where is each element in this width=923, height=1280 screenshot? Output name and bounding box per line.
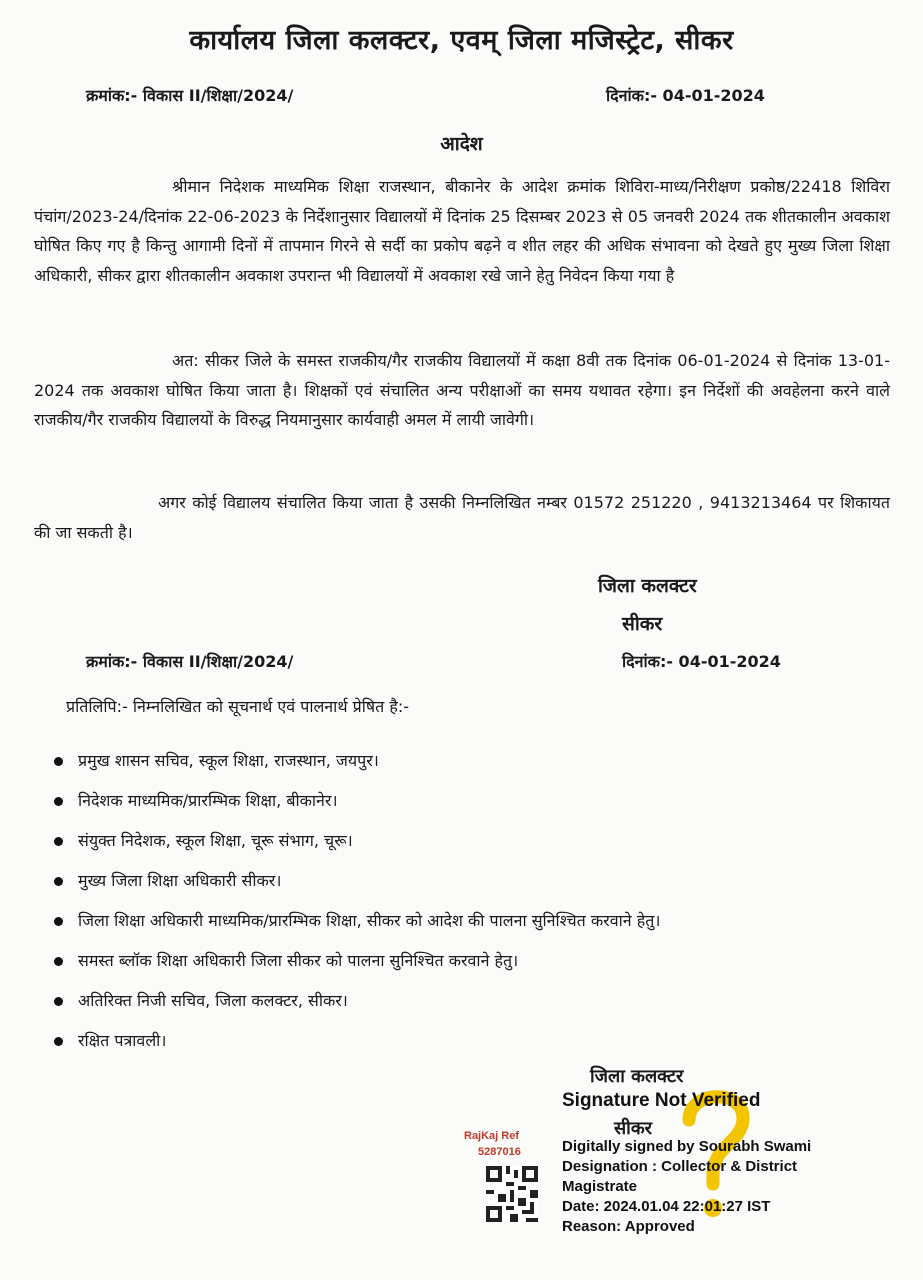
list-item: अतिरिक्त निजी सचिव, जिला कलक्टर, सीकर। (52, 986, 872, 1026)
order-date: दिनांक:- 04-01-2024 (606, 86, 765, 105)
bullet-icon (54, 797, 63, 806)
signer-designation: Designation : Collector & District (562, 1158, 798, 1175)
rajkaj-label: RajKaj Ref (464, 1130, 520, 1142)
recipient-list (52, 746, 872, 1066)
bullet-icon (54, 757, 63, 766)
list-item: प्रमुख शासन सचिव, स्कूल शिक्षा, राजस्थान, जयपुर। (52, 746, 872, 786)
signatory-designation: जिला कलक्टर (598, 575, 697, 597)
copy-intro: प्रतिलिपि:- निम्नलिखित को सूचनार्थ एवं पालनार्थ प्रेषित है:- (66, 697, 410, 716)
office-title: कार्यालय जिला कलक्टर, एवम् जिला मजिस्ट्रेट, सीकर (189, 25, 734, 56)
list-item: जिला शिक्षा अधिकारी माध्यमिक/प्रारम्भिक शिक्षा, सीकर को आदेश की पालना सुनिश्चित करवाने हेतु। (52, 906, 872, 946)
order-paragraph-3: अगर कोई विद्यालय संचालित किया जाता है उसकी निम्नलिखित नम्बर 01572 251220 , 9413213464 पर शिकायत की जा सकती है। (34, 493, 890, 542)
signature-date: Date: 2024.01.04 22:01:27 IST (562, 1198, 771, 1215)
order-heading: आदेश (440, 133, 483, 155)
signed-by: Digitally signed by Sourabh Swami (562, 1138, 812, 1155)
order-paragraph-1: श्रीमान निदेशक माध्यमिक शिक्षा राजस्थान, बीकानेर के आदेश क्रमांक शिविरा-माध्य/निरीक्षण प्रकोष्ठ/22418 शिविरा पंचांग/2023-24/दिनांक 22-06-2023 के निर्देशानुसार विद्यालयों में दिनांक 25 दिसम्बर 2023 से 05 जनवरी 2024 तक शीतकालीन अवकाश घोषित किए गए है किन्तु आगामी दिनों में तापमान गिरने से सर्दी का प्रकोप बढ़ने व शीत लहर की अधिक संभावना को देखते हुए मुख्य जिला शिक्षा अधिकारी, सीकर द्वारा शीतकालीन अवकाश उपरान्त भी विद्यालयों में अवकाश रखे जाने हेतु निवेदन किया गया है (34, 177, 890, 285)
signature-reason: Reason: Approved (562, 1218, 695, 1235)
bullet-icon (54, 877, 63, 886)
copy-reference-number: क्रमांक:- विकास II/शिक्षा/2024/ (86, 652, 294, 671)
signatory-place: सीकर (622, 613, 663, 635)
signature-status: Signature Not Verified (562, 1090, 761, 1111)
rajkaj-ref: 5287016 (478, 1146, 521, 1158)
bullet-icon (54, 917, 63, 926)
bullet-icon (54, 957, 63, 966)
list-item: समस्त ब्लॉक शिक्षा अधिकारी जिला सीकर को पालना सुनिश्चित करवाने हेतु। (52, 946, 872, 986)
bullet-icon (54, 997, 63, 1006)
digital-signature-stamp (460, 1062, 910, 1242)
bullet-icon (54, 1037, 63, 1046)
list-item: संयुक्त निदेशक, स्कूल शिक्षा, चूरू संभाग, चूरू। (52, 826, 872, 866)
qr-code-icon (486, 1166, 538, 1222)
list-item: रक्षित पत्रावली। (52, 1026, 872, 1066)
stamp-designation: जिला कलक्टर (590, 1066, 684, 1087)
list-item: मुख्य जिला शिक्षा अधिकारी सीकर। (52, 866, 872, 906)
copy-date: दिनांक:- 04-01-2024 (622, 652, 781, 671)
bullet-icon (54, 837, 63, 846)
stamp-place: सीकर (614, 1118, 653, 1139)
order-paragraph-2: अत: सीकर जिले के समस्त राजकीय/गैर राजकीय विद्यालयों में कक्षा 8वी तक दिनांक 06-01-2024 से दिनांक 13-01-2024 तक अवकाश घोषित किया जाता है। शिक्षकों एवं संचालित अन्य परीक्षाओं का समय यथावत रहेगा। इन निर्देशों की अवहेलना करने वाले राजकीय/गैर राजकीय विद्यालयों के विरुद्ध नियमानुसार कार्यवाही अमल में लायी जावेगी। (34, 351, 890, 429)
signer-designation-cont: Magistrate (562, 1178, 638, 1195)
reference-number: क्रमांक:- विकास II/शिक्षा/2024/ (86, 86, 294, 105)
list-item: निदेशक माध्यमिक/प्रारम्भिक शिक्षा, बीकानेर। (52, 786, 872, 826)
